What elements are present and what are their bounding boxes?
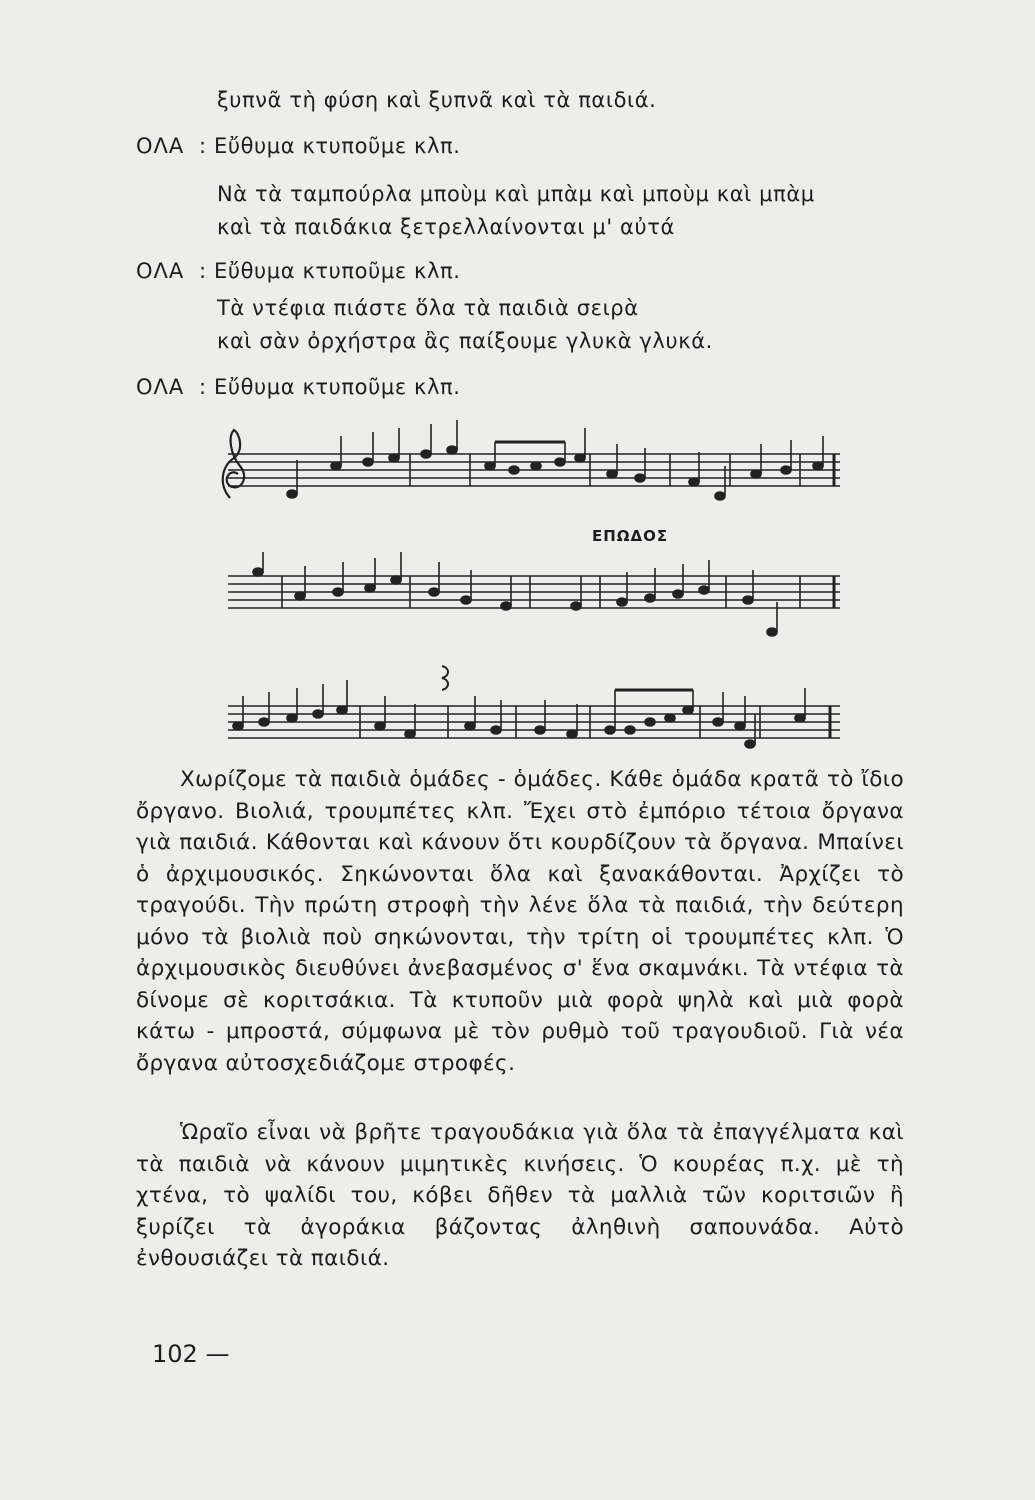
music-staff-3 <box>220 660 860 760</box>
lyric-line-2: Νὰ τὰ ταμπούρλα μποὺμ καὶ μπὰμ καὶ μποὺμ καὶ μπὰμ <box>217 182 815 206</box>
speaker-label-3: ΟΛΑ <box>136 375 185 399</box>
page-number: 102 — <box>152 1340 230 1368</box>
lyric-line-3: καὶ τὰ παιδάκια ξετρελλαίνονται μ' αὐτά <box>217 215 675 239</box>
refrain-line-3: : Εὔθυμα κτυποῦμε κλπ. <box>199 375 461 399</box>
refrain-line-2: : Εὔθυμα κτυποῦμε κλπ. <box>199 259 461 283</box>
coda-label: ΕΠΩΔΟΣ <box>592 527 669 545</box>
lyric-line-4: Τὰ ντέφια πιάστε ὅλα τὰ παιδιὰ σειρὰ <box>217 296 639 320</box>
speaker-label-2: ΟΛΑ <box>136 259 185 283</box>
lyric-line-5: καὶ σὰν ὀρχήστρα ἂς παίξουμε γλυκὰ γλυκά. <box>217 329 713 353</box>
lyric-line-1: ξυπνᾶ τὴ φύση καὶ ξυπνᾶ καὶ τὰ παιδιά. <box>217 88 657 112</box>
speaker-label-1: ΟΛΑ <box>136 134 185 158</box>
refrain-line-1: : Εὔθυμα κτυποῦμε κλπ. <box>199 134 461 158</box>
music-staff-2 <box>220 550 860 650</box>
paragraph-1: Χωρίζομε τὰ παιδιὰ ὁμάδες - ὁμάδες. Κάθε ὁμάδα κρατᾶ τὸ ἴδιο ὄργανο. Βιολιά, τρουμπέτες κλπ. Ἔχει στὸ ἐμπόριο τέτοια ὄργανα γιὰ παιδιά. Κάθονται καὶ κάνουν ὅτι κουρδίζουν τὰ ὄργανα. Μπαίνει ὁ ἀρχιμουσικός. Σηκώνονται ὅλα καὶ ξανακάθονται. Ἀρχίζει τὸ τραγούδι. Τὴν πρώτη στροφὴ τὴν λένε ὅλα τὰ παιδιά, τὴν δεύτερη μόνο τὰ βιολιὰ ποὺ σηκώνονται, τὴν τρίτη οἱ τρουμπέτες κλπ. Ὁ ἀρχιμουσικὸς διευθύνει ἀνεβασμένος σ' ἕνα σκαμνάκι. Τὰ ντέφια τὰ δίνομε σὲ κοριτσάκια. Τὰ κτυποῦν μιὰ φορὰ ψηλὰ καὶ μιὰ φορὰ κάτω - μπροστά, σύμφωνα μὲ τὸν ρυθμὸ τοῦ τραγουδιοῦ. Γιὰ νέα ὄργανα αὐτοσχεδιάζομε στροφές. <box>136 767 904 1076</box>
music-staff-1 <box>200 414 860 514</box>
paragraph-2: Ὡραῖο εἶναι νὰ βρῆτε τραγουδάκια γιὰ ὅλα τὰ ἐπαγγέλματα καὶ τὰ παιδιὰ νὰ κάνουν μιμητικὲς κινήσεις. Ὁ κουρέας π.χ. μὲ τὴ χτένα, τὸ ψαλίδι του, κόβει δῆθεν τὰ μαλλιὰ τῶν κοριτσιῶν ἢ ξυρίζει τὰ ἀγοράκια βάζοντας ἀληθινὴ σαπουνάδα. Αὐτὸ ἐνθουσιάζει τὰ παιδιά. <box>136 1120 904 1271</box>
prose-block <box>136 764 904 1275</box>
